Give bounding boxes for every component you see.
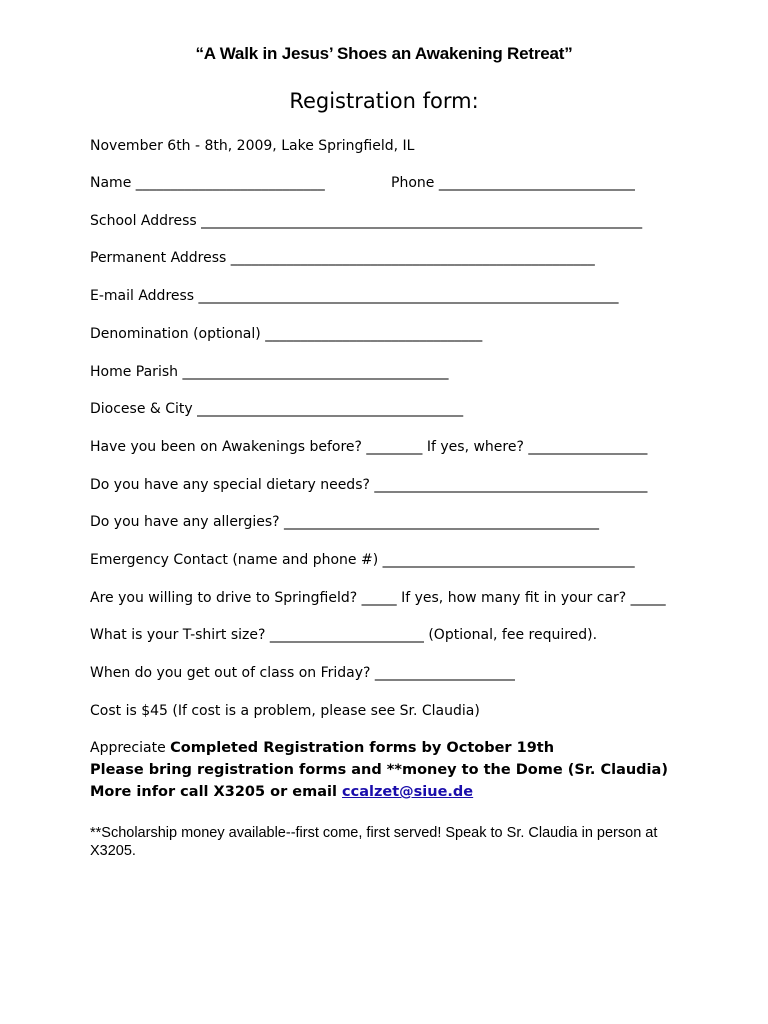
- date-location-line: November 6th - 8th, 2009, Lake Springfield, IL: [90, 138, 415, 154]
- diocese-city-field[interactable]: Diocese & City ______________________________________: [90, 401, 464, 417]
- appreciate-deadline: Completed Registration forms by October 19th: [170, 740, 555, 756]
- dietary-needs-field[interactable]: Do you have any special dietary needs? _______________________________________: [90, 477, 648, 493]
- home-parish-field[interactable]: Home Parish ______________________________________: [90, 364, 449, 380]
- school-address-field[interactable]: School Address _______________________________________________________________: [90, 213, 643, 229]
- bring-forms-line: Please bring registration forms and **money to the Dome (Sr. Claudia): [90, 762, 668, 778]
- appreciate-line: [90, 740, 554, 756]
- email-address-field[interactable]: E-mail Address ____________________________________________________________: [90, 288, 619, 304]
- page-title: “A Walk in Jesus’ Shoes an Awakening Retreat”: [195, 44, 573, 63]
- appreciate-prefix: Appreciate: [90, 740, 171, 756]
- tshirt-size-field[interactable]: What is your T-shirt size? ______________________ (Optional, fee required).: [90, 627, 598, 643]
- emergency-contact-field[interactable]: Emergency Contact (name and phone #) ____________________________________: [90, 552, 635, 568]
- email-link[interactable]: ccalzet@siue.de: [342, 784, 474, 800]
- drive-field[interactable]: Are you willing to drive to Springfield? _____ If yes, how many fit in your car? _____: [90, 590, 666, 606]
- awakenings-before-field[interactable]: Have you been on Awakenings before? ________ If yes, where? _________________: [90, 439, 648, 455]
- phone-field[interactable]: Phone ____________________________: [391, 175, 635, 191]
- class-friday-field[interactable]: When do you get out of class on Friday? ____________________: [90, 665, 515, 681]
- name-field[interactable]: Name ___________________________: [90, 175, 325, 191]
- scholarship-note: **Scholarship money available--first come, first served! Speak to Sr. Claudia in person at X3205.: [90, 825, 658, 859]
- cost-line: Cost is $45 (If cost is a problem, please see Sr. Claudia): [90, 703, 480, 719]
- allergies-field[interactable]: Do you have any allergies? _____________________________________________: [90, 514, 600, 530]
- more-info-prefix: More infor call X3205 or email: [90, 784, 343, 800]
- more-info-line: [90, 784, 473, 800]
- permanent-address-field[interactable]: Permanent Address ____________________________________________________: [90, 250, 595, 266]
- denomination-field[interactable]: Denomination (optional) _______________________________: [90, 326, 483, 342]
- form-subtitle: Registration form:: [289, 89, 479, 113]
